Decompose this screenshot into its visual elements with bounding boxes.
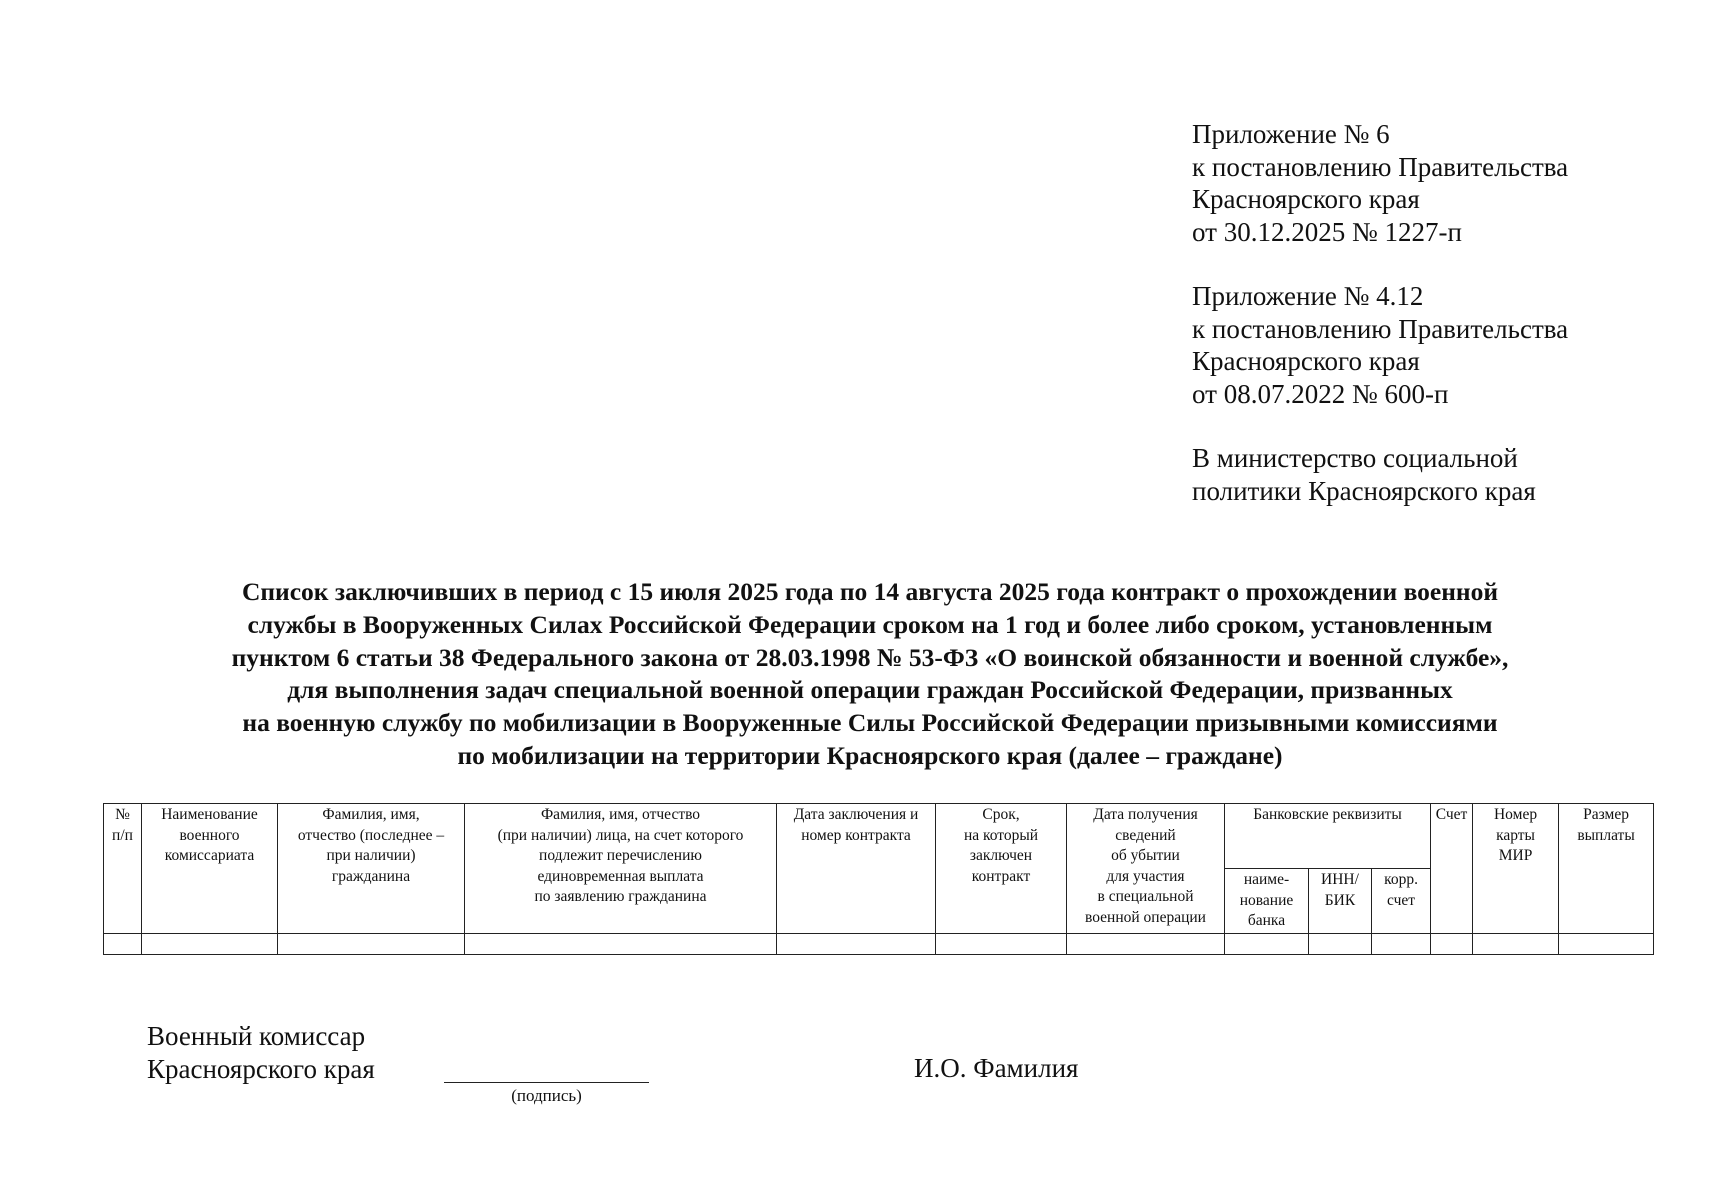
addressee: В министерство социальной политики Красноярского края (1192, 443, 1536, 506)
table-cell (1431, 933, 1473, 954)
table-cell (104, 933, 142, 954)
col-header-leave-date: Дата получения сведений об убытии для участия в специальной военной операции (1067, 804, 1225, 934)
col-header-recipient-name: Фамилия, имя, отчество (при наличии) лица, на счет которого подлежит перечислению единовременная выплата по заявлению гражданина (465, 804, 777, 934)
signature-caption: (подпись) (511, 1086, 582, 1105)
signer-name: И.О. Фамилия (914, 1053, 1079, 1083)
table-cell (278, 933, 465, 954)
col-header-corr-account: корр. счет (1372, 869, 1431, 934)
col-header-bank-name: наиме- нование банка (1225, 869, 1309, 934)
document-title: Список заключивших в период с 15 июля 2025 года по 14 августа 2025 года контракт о прохождении военной службы в Вооруженных Силах Российской Федерации сроком на 1 год и более либо сроком, установленным пунктом 6 статьи 38 Федерального закона от 28.03.1998 № 53-ФЗ «О воинской обязанности и военной службе», для выполнения задач специальной военной операции граждан Российской Федерации, призванных на военную службу по мобилизации в Вооруженные Силы Российской Федерации призывными комиссиями по мобилизации на территории Красноярского края (далее – граждане) (231, 577, 1509, 770)
col-header-mir-card: Номер карты МИР (1473, 804, 1559, 934)
col-header-contract-date: Дата заключения и номер контракта (777, 804, 936, 934)
signature-line (444, 1082, 649, 1083)
table-row (104, 933, 1654, 954)
signer-position: Военный комиссар Красноярского края (147, 1021, 375, 1084)
citizens-table (103, 803, 1654, 955)
appendix-6-reference: Приложение № 6 к постановлению Правительства Красноярского края от 30.12.2025 № 1227-п (1192, 119, 1569, 247)
col-header-term: Срок, на который заключен контракт (936, 804, 1067, 934)
table-cell (1559, 933, 1654, 954)
appendix-4-12-reference: Приложение № 4.12 к постановлению Правительства Красноярского края от 08.07.2022 № 600-п (1192, 281, 1569, 409)
table-cell (465, 933, 777, 954)
table-cell (1372, 933, 1431, 954)
col-header-commissariat: Наименование военного комиссариата (142, 804, 278, 934)
table-header-row (104, 804, 1654, 869)
table-cell (1225, 933, 1309, 954)
table-cell (142, 933, 278, 954)
col-header-payment-amount: Размер выплаты (1559, 804, 1654, 934)
col-header-account: Счет (1431, 804, 1473, 934)
table-cell (1309, 933, 1372, 954)
table-cell (777, 933, 936, 954)
table-cell (1067, 933, 1225, 954)
col-header-num: № п/п (104, 804, 142, 934)
table-cell (1473, 933, 1559, 954)
col-header-bank-details: Банковские реквизиты (1225, 804, 1431, 869)
col-header-inn-bik: ИНН/ БИК (1309, 869, 1372, 934)
table-cell (936, 933, 1067, 954)
col-header-citizen-name: Фамилия, имя, отчество (последнее – при наличии) гражданина (278, 804, 465, 934)
header-block (1192, 118, 1568, 539)
